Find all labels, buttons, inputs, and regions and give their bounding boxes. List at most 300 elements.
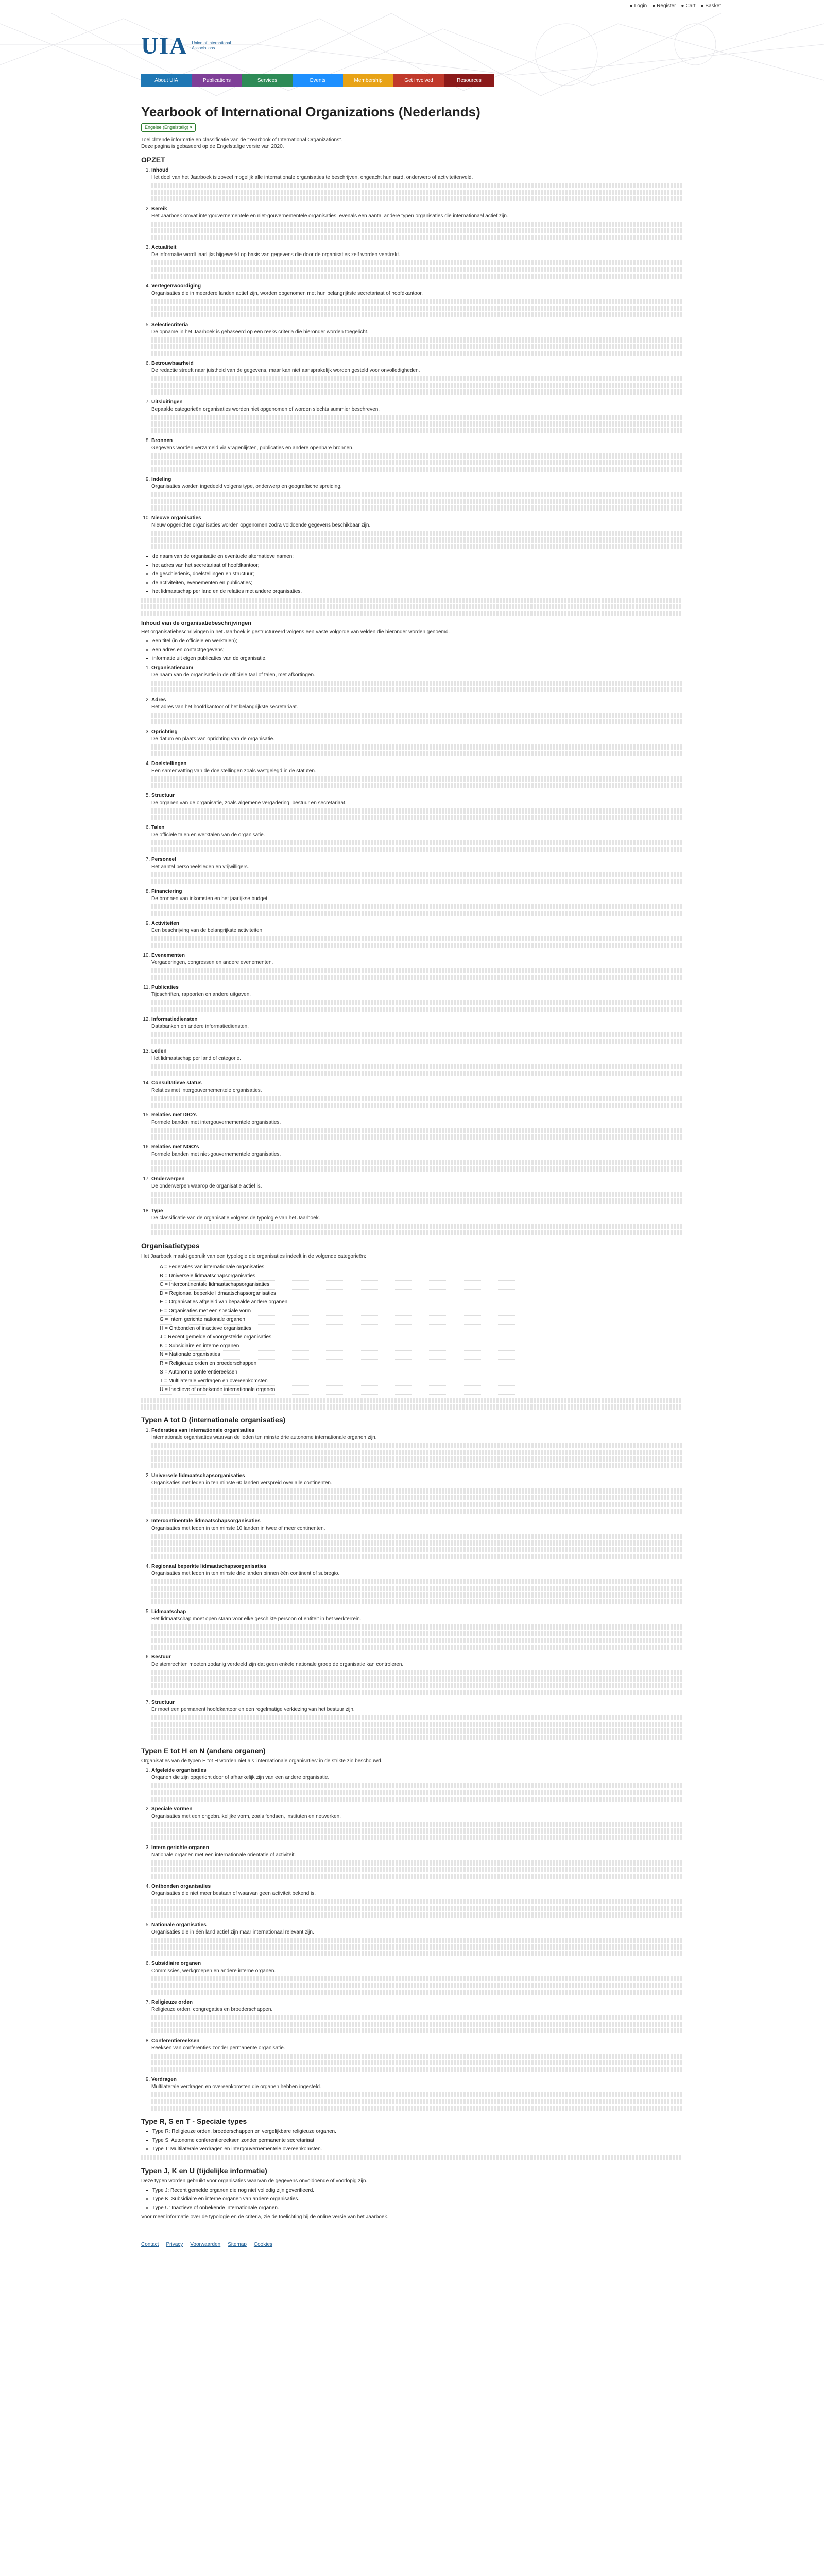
text-line: [151, 1797, 682, 1802]
text-line: [151, 1835, 682, 1840]
text-line: [151, 1032, 682, 1037]
item-text: Organisaties met leden in ten minste drie landen binnen één continent of subregio.: [151, 1571, 340, 1577]
item-text: Vergaderingen, congressen en andere evenementen.: [151, 960, 273, 965]
logo-text: UIA: [141, 32, 188, 59]
section-heading: Organisatietypes: [141, 1242, 200, 1250]
text-line: [151, 719, 682, 724]
item-text: Er moet een permanent hoofdkantoor en een regelmatige verkiezing van het bestuur zijn.: [151, 1707, 355, 1713]
item-title: 18. Type: [151, 1208, 163, 1214]
text-line: [151, 415, 682, 420]
list-item: [151, 476, 682, 511]
text-line: [151, 1039, 682, 1044]
item-title: 5. Lidmaatschap: [151, 1609, 186, 1615]
paragraph: Het organisatiebeschrijvingen in het Jaarboek is gestructureerd volgens een vaste volgorde van velden die hieronder worden genoemd.: [141, 629, 450, 635]
header-banner: [0, 13, 824, 96]
text-line: [151, 1990, 682, 1995]
bullet-item: G = Intern gerichte nationale organen: [160, 1316, 520, 1325]
item-title: 11. Publicaties: [151, 985, 179, 990]
basket-icon: ●: [700, 3, 704, 9]
text-line: [141, 2155, 682, 2160]
list-item: [151, 1654, 682, 1695]
item-text: Formele banden met niet-gouvernementele organisaties.: [151, 1151, 281, 1157]
item-title: 4. Vertegenwoordiging: [151, 283, 201, 289]
item-title: 13. Leden: [151, 1048, 167, 1054]
text-line: [151, 1874, 682, 1879]
text-line: [151, 808, 682, 814]
list-item: [151, 697, 682, 724]
list-item: [151, 321, 682, 356]
item-text: De officiële talen en werktalen van de organisatie.: [151, 832, 265, 838]
list-item: [151, 984, 682, 1012]
item-text: Een beschrijving van de belangrijkste activiteiten.: [151, 928, 264, 934]
item-title: 14. Consultatieve status: [151, 1080, 202, 1086]
items-list-2: [141, 665, 682, 1235]
text-line: [151, 1728, 682, 1734]
item-title: 6. Betrouwbaarheid: [151, 361, 194, 366]
item-text: Formele banden met intergouvernementele organisaties.: [151, 1120, 281, 1125]
text-line: [151, 1624, 682, 1630]
text-line: [151, 1828, 682, 1834]
text-line: [151, 1534, 682, 1539]
text-line: [151, 222, 682, 227]
bullet-item: H = Ontbonden of inactieve organisaties: [160, 1325, 520, 1333]
list-item: [151, 360, 682, 395]
list-item: [151, 1144, 682, 1172]
text-line: [151, 2067, 682, 2072]
main-content: [141, 96, 682, 2247]
item-title: 7. Religieuze orden: [151, 1999, 193, 2005]
list-item: [151, 2038, 682, 2072]
nav-publications[interactable]: Publications: [192, 74, 242, 87]
text-line: [141, 598, 682, 603]
text-line: [151, 1096, 682, 1101]
nav-services[interactable]: Services: [242, 74, 293, 87]
item-title: 17. Onderwerpen: [151, 1176, 185, 1182]
bullet-item: K = Subsidiaire en interne organen: [160, 1342, 520, 1351]
item-title: 2. Universele lidmaatschapsorganisaties: [151, 1473, 245, 1479]
text-line: [151, 2028, 682, 2033]
list-item: [151, 1176, 682, 1204]
text-line: [151, 1007, 682, 1012]
item-text: Organisaties met een ongebruikelijke vorm, zoals fondsen, instituten en netwerken.: [151, 1814, 341, 1819]
item-text: Een samenvatting van de doelstellingen zoals vastgelegd in de statuten.: [151, 768, 316, 774]
text-line: [151, 1450, 682, 1455]
text-line: [151, 1822, 682, 1827]
text-line: [151, 1951, 682, 1956]
bullet-item: • Type T: Multilaterale verdragen en intergouvernementele overeenkomsten.: [152, 2146, 682, 2153]
text-line: [151, 1690, 682, 1695]
intro-line: Deze pagina is gebaseerd op de Engelstalige versie van 2020.: [141, 144, 284, 149]
list-item: [151, 1048, 682, 1076]
text-line: [151, 453, 682, 459]
text-line: [151, 1592, 682, 1598]
list-item: [151, 437, 682, 472]
text-line: [141, 1404, 682, 1410]
paragraph: Organisaties van de typen E tot H worden niet als 'internationale organisaties' in de strikte zin beschouwd.: [141, 1758, 383, 1764]
text-line: [151, 492, 682, 497]
bullet-item: U = Inactieve of onbekende internationale organen: [160, 1386, 520, 1395]
bullet-item: • Type J: Recent gemelde organen die nog niet volledig zijn geverifieerd.: [152, 2187, 682, 2194]
nav-get-involved[interactable]: Get involved: [393, 74, 444, 87]
footer-link[interactable]: Voorwaarden: [190, 2242, 221, 2247]
text-line: [151, 904, 682, 909]
item-title: 7. Structuur: [151, 1700, 175, 1705]
list-item: [151, 888, 682, 916]
text-line: [151, 1166, 682, 1172]
text-line: [151, 2099, 682, 2104]
list-item: [151, 399, 682, 433]
text-line: [151, 267, 682, 272]
item-text: De redactie streeft naar juistheid van de gegevens, maar kan niet aansprakelijk worden gesteld voor onvolledigheden.: [151, 368, 420, 374]
text-line: [151, 1128, 682, 1133]
list-item: [151, 665, 682, 692]
list-item: [151, 1922, 682, 1956]
footer-link[interactable]: Cookies: [253, 2242, 273, 2247]
text-line: [151, 274, 682, 279]
text-line: [151, 879, 682, 884]
item-title: 3. Intern gerichte organen: [151, 1845, 209, 1851]
item-text: Commissies, werkgroepen en andere interne organen.: [151, 1968, 276, 1974]
text-line: [151, 228, 682, 233]
paragraph: Het Jaarboek maakt gebruik van een typologie die organisaties indeelt in de volgende categorieën:: [141, 1253, 366, 1259]
list-item: [151, 1518, 682, 1559]
item-text: De onderwerpen waarop de organisatie actief is.: [151, 1183, 262, 1189]
list-item: [151, 952, 682, 980]
item-text: De stemrechten moeten zodanig verdeeld zijn dat geen enkele nationale groep de organisatie kan controleren.: [151, 1662, 404, 1667]
item-title: 5. Nationale organisaties: [151, 1922, 207, 1928]
text-line: [151, 1198, 682, 1204]
text-line: [151, 351, 682, 356]
top-links: [630, 3, 721, 9]
text-line: [151, 1715, 682, 1720]
text-line: [141, 611, 682, 616]
list-item: [151, 283, 682, 317]
bullet-item: • de activiteiten, evenementen en publicaties;: [152, 580, 682, 587]
logo-subtitle: Union of International Associations: [192, 40, 231, 50]
list-item: [151, 792, 682, 820]
bullet-item: • informatie uit eigen publicaties van de organisatie.: [152, 655, 682, 663]
item-title: 6. Talen: [151, 825, 165, 831]
item-text: Nieuw opgerichte organisaties worden opgenomen zodra voldoende gegevens beschikbaar zijn.: [151, 522, 371, 528]
text-line: [151, 531, 682, 536]
bullet-item: S = Autonome conferentiereeksen: [160, 1368, 520, 1377]
list-item: [151, 856, 682, 884]
bullet-item: • Type R: Religieuze orden, broederschappen en vergelijkbare religieuze organen.: [152, 2128, 682, 2136]
item-text: Bepaalde categorieën organisaties worden niet opgenomen of worden slechts summier beschreven.: [151, 406, 380, 412]
bullet-item: • Type K: Subsidiaire en interne organen van andere organisaties.: [152, 2196, 682, 2203]
text-line: [151, 1134, 682, 1140]
list-item: [151, 1208, 682, 1235]
item-title: 1. Inhoud: [151, 167, 169, 173]
main-nav: [141, 74, 494, 87]
item-text: Organisaties die in één land actief zijn maar internationaal relevant zijn.: [151, 1929, 314, 1935]
text-line: [151, 196, 682, 201]
text-line: [151, 312, 682, 317]
text-line: [151, 260, 682, 265]
text-line: [151, 744, 682, 750]
item-text: Het adres van het hoofdkantoor of het belangrijkste secretariaat.: [151, 704, 298, 710]
top-link-basket[interactable]: ● Basket: [700, 3, 721, 9]
section-heading: OPZET: [141, 156, 165, 164]
text-line: [151, 1860, 682, 1866]
text-line: [151, 467, 682, 472]
list-item: [151, 1472, 682, 1514]
item-title: 8. Conferentiereeksen: [151, 2038, 200, 2044]
section-heading: Type R, S en T - Speciale types: [141, 2117, 247, 2125]
text-line: [151, 1495, 682, 1500]
top-bar: [0, 0, 824, 13]
text-line: [151, 1938, 682, 1943]
sub-bullets-1: [141, 553, 682, 596]
bullet-item: T = Multilaterale verdragen en overeenkomsten: [160, 1377, 520, 1386]
text-line: [151, 1502, 682, 1507]
item-title: 9. Verdragen: [151, 2077, 177, 2082]
text-line: [151, 1670, 682, 1675]
item-text: Multilaterale verdragen en overeenkomsten die organen hebben ingesteld.: [151, 2084, 321, 2090]
item-text: Organisaties met leden in ten minste 60 landen verspreid over alle continenten.: [151, 1480, 332, 1486]
bullet-item: A = Federaties van internationale organisaties: [160, 1263, 520, 1272]
item-title: 7. Personeel: [151, 857, 176, 862]
text-line: [151, 1443, 682, 1448]
item-text: Religieuze orden, congregaties en broederschappen.: [151, 2007, 273, 2012]
item-text: Databanken en andere informatiediensten.: [151, 1024, 249, 1029]
user-icon: ●: [629, 3, 633, 9]
item-title: 3. Intercontinentale lidmaatschapsorganisaties: [151, 1518, 261, 1524]
item-title: 10. Nieuwe organisaties: [151, 515, 201, 521]
item-text: De naam van de organisatie in de officiële taal of talen, met afkortingen.: [151, 672, 315, 678]
text-line: [151, 681, 682, 686]
text-line: [151, 1983, 682, 1988]
text-line: [151, 1509, 682, 1514]
item-title: 16. Relaties met NGO's: [151, 1144, 199, 1150]
list-item: [151, 824, 682, 852]
text-line: [151, 190, 682, 195]
list-item: [151, 1112, 682, 1140]
pen-icon: ●: [652, 3, 656, 9]
text-line: [141, 1398, 682, 1403]
footer-link[interactable]: Sitemap: [228, 2242, 247, 2247]
list-item: [151, 1767, 682, 1802]
text-line: [151, 2022, 682, 2027]
section-heading: Inhoud van de organisatiebeschrijvingen: [141, 620, 251, 626]
text-line: [151, 936, 682, 941]
list-item: [151, 1844, 682, 1879]
bullet-item: D = Regionaal beperkte lidmaatschapsorganisaties: [160, 1290, 520, 1298]
top-link-register[interactable]: ● Register: [652, 3, 676, 9]
text-line: [151, 943, 682, 948]
item-title: 3. Oprichting: [151, 729, 178, 735]
text-line: [151, 389, 682, 395]
item-text: Organisaties worden ingedeeld volgens type, onderwerp en geografische spreiding.: [151, 484, 342, 489]
text-line: [151, 306, 682, 311]
uia-logo[interactable]: [141, 32, 238, 59]
text-line: [151, 1944, 682, 1950]
top-link-login[interactable]: ● Login: [629, 3, 647, 9]
text-line: [151, 975, 682, 980]
item-text: Organen die zijn opgericht door of afhankelijk zijn van een andere organisatie.: [151, 1775, 330, 1781]
text-line: [151, 1899, 682, 1904]
text-line: [151, 1722, 682, 1727]
text-line: [151, 421, 682, 427]
footer-links: [141, 2242, 682, 2247]
bullet-item: • de naam van de organisatie en eventuele alternatieve namen;: [152, 553, 682, 561]
item-title: 2. Bereik: [151, 206, 167, 212]
item-title: 8. Bronnen: [151, 438, 173, 444]
list-item: [151, 244, 682, 279]
bullet-item: N = Nationale organisaties: [160, 1351, 520, 1360]
text-line: [151, 428, 682, 433]
text-line: [151, 299, 682, 304]
item-text: Internationale organisaties waarvan de leden ten minste drie autonome internationale organen zijn.: [151, 1435, 377, 1440]
bullets-6: [141, 2128, 682, 2153]
language-selector[interactable]: Engelse (Engelstalig) ▾: [141, 123, 196, 132]
footer-link[interactable]: Contact: [141, 2242, 159, 2247]
text-line: [151, 2092, 682, 2097]
item-text: De bronnen van inkomsten en het jaarlijkse budget.: [151, 896, 269, 902]
item-title: 10. Evenementen: [151, 953, 185, 958]
text-line: [151, 840, 682, 845]
text-line: [151, 968, 682, 973]
items-list-5: [141, 1767, 682, 2111]
list-item: [151, 2076, 682, 2111]
text-line: [151, 1000, 682, 1005]
section-heading: Typen E tot H en N (andere organen): [141, 1747, 266, 1755]
bullet-item: C = Intercontinentale lidmaatschapsorganisaties: [160, 1281, 520, 1290]
item-title: 5. Structuur: [151, 793, 175, 799]
bullet-item: • Type S: Autonome conferentiereeksen zonder permanente secretariaat.: [152, 2137, 682, 2144]
list-item: [151, 515, 682, 549]
text-line: [151, 1554, 682, 1559]
text-line: [151, 1579, 682, 1584]
closing-paragraph: Voor meer informatie over de typologie en de criteria, zie de toelichting bij de online versie van het Jaarboek.: [141, 2214, 389, 2220]
item-text: De informatie wordt jaarlijks bijgewerkt op basis van gegevens die door de organisaties zelf worden verstrekt.: [151, 252, 401, 258]
bullet-item: • een adres en contactgegevens;: [152, 647, 682, 654]
text-line: [151, 383, 682, 388]
item-title: 9. Indeling: [151, 477, 171, 482]
item-text: Het doel van het Jaarboek is zoveel mogelijk alle internationale organisaties te beschrijven, ongeacht hun aard, onderwerp of activiteitenveld.: [151, 175, 473, 180]
bullets-7: [141, 2187, 682, 2212]
item-text: Het lidmaatschap per land of categorie.: [151, 1056, 241, 1061]
list-item: [151, 1080, 682, 1108]
text-line: [151, 1540, 682, 1546]
text-line: [151, 235, 682, 240]
item-text: Reeksen van conferenties zonder permanente organisatie.: [151, 2045, 285, 2051]
text-line: [151, 1071, 682, 1076]
text-line: [151, 872, 682, 877]
item-title: 2. Speciale vormen: [151, 1806, 193, 1812]
text-line: [151, 815, 682, 820]
text-line: [151, 460, 682, 465]
item-title: 2. Adres: [151, 697, 166, 703]
list-item: [151, 760, 682, 788]
text-line: [151, 183, 682, 188]
top-link-cart[interactable]: ● Cart: [681, 3, 696, 9]
text-line: [151, 1547, 682, 1552]
text-line: [151, 751, 682, 756]
list-item: [151, 1999, 682, 2033]
text-line: [151, 2054, 682, 2059]
text-line: [151, 2106, 682, 2111]
text-line: [151, 1683, 682, 1688]
text-line: [151, 1456, 682, 1462]
text-line: [151, 1586, 682, 1591]
items-list-4: [141, 1427, 682, 1740]
list-item: [151, 728, 682, 756]
item-title: 5. Selectiecriteria: [151, 322, 188, 328]
list-item: [151, 1883, 682, 1918]
item-title: 3. Actualiteit: [151, 245, 177, 250]
text-line: [151, 1638, 682, 1643]
item-title: 1. Afgeleide organisaties: [151, 1768, 207, 1773]
bullet-item: • het adres van het secretariaat of hoofdkantoor;: [152, 562, 682, 569]
cart-icon: ●: [681, 3, 684, 9]
text-line: [151, 911, 682, 916]
text-line: [151, 1906, 682, 1911]
nav-membership[interactable]: Membership: [343, 74, 393, 87]
text-line: [151, 776, 682, 782]
item-text: Nationale organen met een internationale oriëntatie of activiteit.: [151, 1852, 296, 1858]
list-item: [151, 1960, 682, 1995]
text-line: [151, 783, 682, 788]
item-title: 1. Federaties van internationale organisaties: [151, 1428, 255, 1433]
item-text: Het Jaarboek omvat intergouvernementele en niet-gouvernementele organisaties, evenals een aantal andere typen organisaties die internationaal actief zijn.: [151, 213, 508, 219]
type-list: [141, 1263, 682, 1395]
item-text: Het lidmaatschap moet open staan voor elke geschikte persoon of entiteit in het werkterrein.: [151, 1616, 362, 1622]
item-title: 4. Ontbonden organisaties: [151, 1884, 211, 1889]
item-title: 6. Bestuur: [151, 1654, 171, 1660]
text-line: [151, 544, 682, 549]
item-text: De opname in het Jaarboek is gebaseerd op een reeks criteria die hieronder worden toegelicht.: [151, 329, 369, 335]
text-line: [151, 376, 682, 381]
item-title: 15. Relaties met IGO's: [151, 1112, 197, 1118]
section-heading: Typen J, K en U (tijdelijke informatie): [141, 2166, 267, 2175]
intro-line: Toelichtende informatie en classificatie van de "Yearbook of International Organizations".: [141, 137, 343, 143]
item-text: Organisaties die in meerdere landen actief zijn, worden opgenomen met hun belangrijkste secretariaat of hoofdkantoor.: [151, 291, 423, 296]
text-line: [151, 537, 682, 543]
list-item: [151, 1806, 682, 1840]
text-line: [151, 847, 682, 852]
item-text: Gegevens worden verzameld via vragenlijsten, publicaties en andere openbare bronnen.: [151, 445, 354, 451]
text-line: [151, 1735, 682, 1740]
bullets-2: [141, 638, 682, 663]
item-text: De datum en plaats van oprichting van de organisatie.: [151, 736, 275, 742]
list-item: [151, 1016, 682, 1044]
list-item: [151, 1699, 682, 1740]
item-text: Organisaties die niet meer bestaan of waarvan geen activiteit bekend is.: [151, 1891, 316, 1896]
list-item: [151, 1427, 682, 1468]
text-line: [151, 1224, 682, 1229]
paragraph: Deze typen worden gebruikt voor organisaties waarvan de gegevens onvoldoende of voorlopig zijn.: [141, 2178, 368, 2184]
text-line: [151, 1645, 682, 1650]
item-text: Relaties met intergouvernementele organisaties.: [151, 1088, 262, 1093]
item-text: Het aantal personeelsleden en vrijwilligers.: [151, 864, 249, 870]
list-item: [151, 1563, 682, 1604]
nav-about[interactable]: About UIA: [141, 74, 192, 87]
text-line: [151, 499, 682, 504]
item-title: 1. Organisatienaam: [151, 665, 194, 671]
footer-link[interactable]: Privacy: [166, 2242, 183, 2247]
bullet-item: • Type U: Inactieve of onbekende internationale organen.: [152, 2205, 682, 2212]
text-line: [151, 1230, 682, 1235]
item-title: 4. Regionaal beperkte lidmaatschapsorganisaties: [151, 1564, 267, 1569]
nav-resources[interactable]: Resources: [444, 74, 494, 87]
text-line: [151, 1676, 682, 1682]
nav-events[interactable]: Events: [293, 74, 343, 87]
text-line: [151, 1599, 682, 1604]
text-line: [151, 1103, 682, 1108]
list-item: [151, 920, 682, 948]
list-item: [151, 167, 682, 201]
